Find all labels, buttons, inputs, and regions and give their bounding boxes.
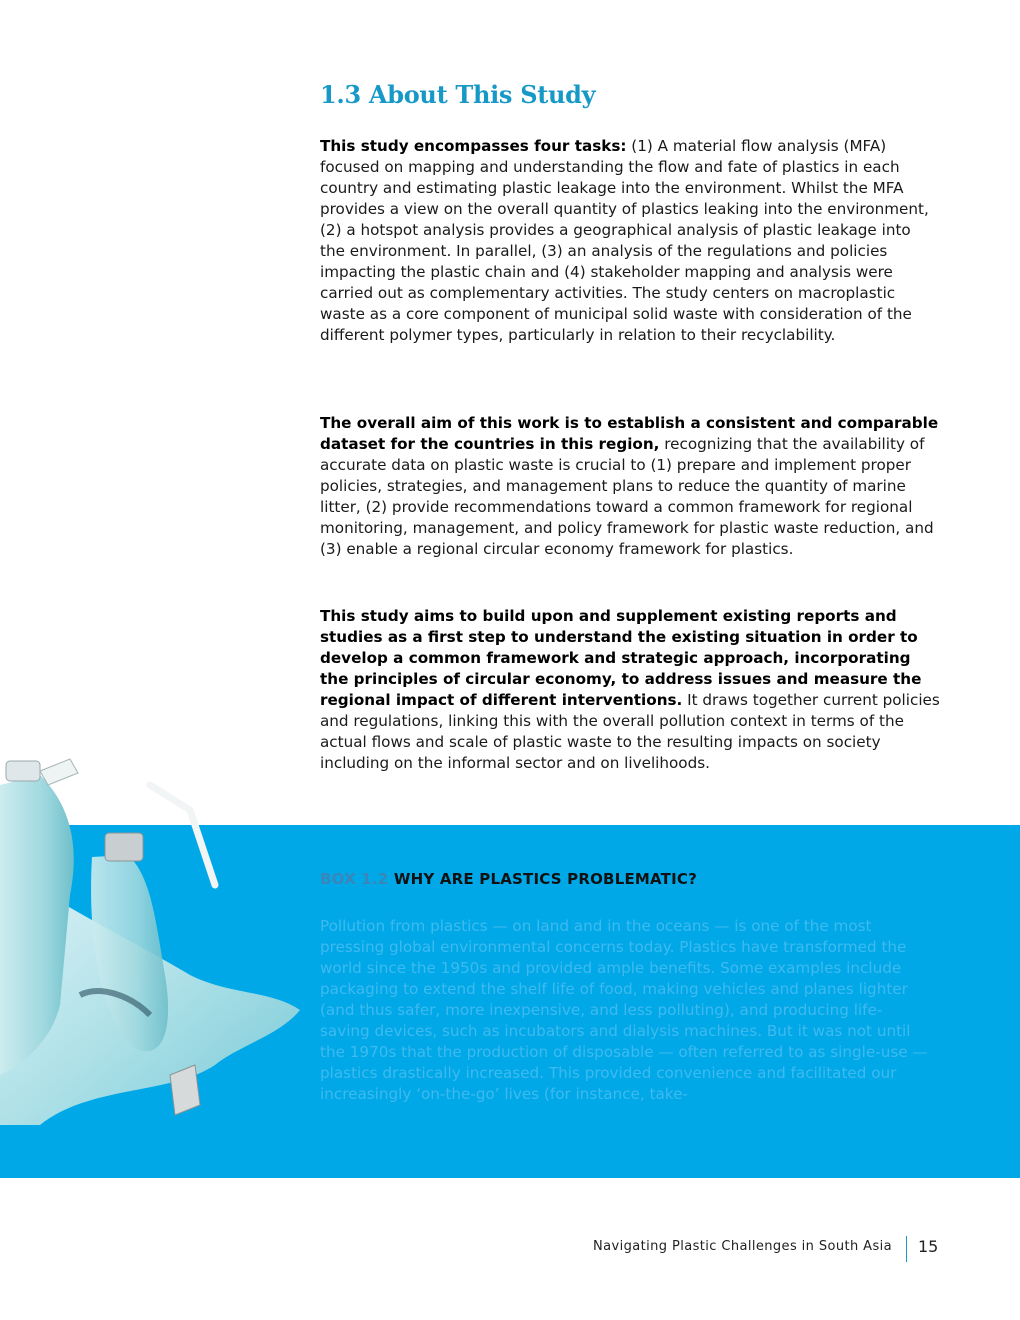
paragraph-body: It draws together current policies and regulations, linking this with the overall pollution context in terms of the actual flows and scale of plastic waste to the resulting impacts on society including on the informal sector and on livelihoods.	[320, 691, 940, 772]
paragraph-lead: This study encompasses four tasks:	[320, 137, 627, 155]
box-number: BOX 1.2	[320, 870, 389, 888]
paragraph-tasks	[320, 136, 940, 346]
paragraph-aim	[320, 413, 940, 560]
footer-title: Navigating Plastic Challenges in South Asia	[593, 1239, 892, 1254]
section-heading: 1.3 About This Study	[320, 80, 596, 109]
plastic-bottles-illustration	[0, 745, 305, 1125]
footer-divider	[906, 1236, 907, 1262]
page-number: 15	[918, 1237, 939, 1256]
box-text: Pollution from plastics — on land and in the oceans — is one of the most pressing global environmental concerns today. Plastics have transformed the world since the 1950s and provided ample benefits. Some examples include packaging to extend the shelf life of food, making vehicles and planes lighter (and thus safer, more inexpensive, and less polluting), and producing life-saving devices, such as incubators and dialysis machines. But it was not until the 1970s that the production of disposable — often referred to as single-use — plastics drastically increased. This provided convenience and facilitated our increasingly ‘on-the-go’ lives (for instance, take-	[320, 917, 928, 1103]
box-title	[320, 870, 697, 888]
paragraph-body: (1) A material flow analysis (MFA) focused on mapping and understanding the flow and fate of plastics in each country and estimating plastic leakage into the environment. Whilst the MFA provides a view on the overall quantity of plastics leaking into the environment, (2) a hotspot analysis provides a geographical analysis of plastic leakage into the environment. In parallel, (3) an analysis of the regulations and policies impacting the plastic chain and (4) stakeholder mapping and analysis were carried out as complementary activities. The study centers on macroplastic waste as a core component of municipal solid waste with consideration of the different polymer types, particularly in relation to their recyclability.	[320, 137, 929, 344]
paragraph-lead: The overall aim of this work is to establish a consistent and comparable dataset for the countries in this region,	[320, 414, 939, 453]
paragraph-body: recognizing that the availability of accurate data on plastic waste is crucial to (1) prepare and implement proper policies, strategies, and management plans to reduce the quantity of marine litter, (2) provide recommendations toward a common framework for regional monitoring, management, and policy framework for plastic waste reduction, and (3) enable a regional circular economy framework for plastics.	[320, 435, 934, 558]
paragraph-approach	[320, 606, 940, 774]
paragraph-lead: This study aims to build upon and supplement existing reports and studies as a first step to understand the existing situation in order to develop a common framework and strategic approach, incorporating the principles of circular economy, to address issues and measure the regional impact of different interventions.	[320, 607, 922, 709]
box-title-text: WHY ARE PLASTICS PROBLEMATIC?	[393, 870, 697, 888]
